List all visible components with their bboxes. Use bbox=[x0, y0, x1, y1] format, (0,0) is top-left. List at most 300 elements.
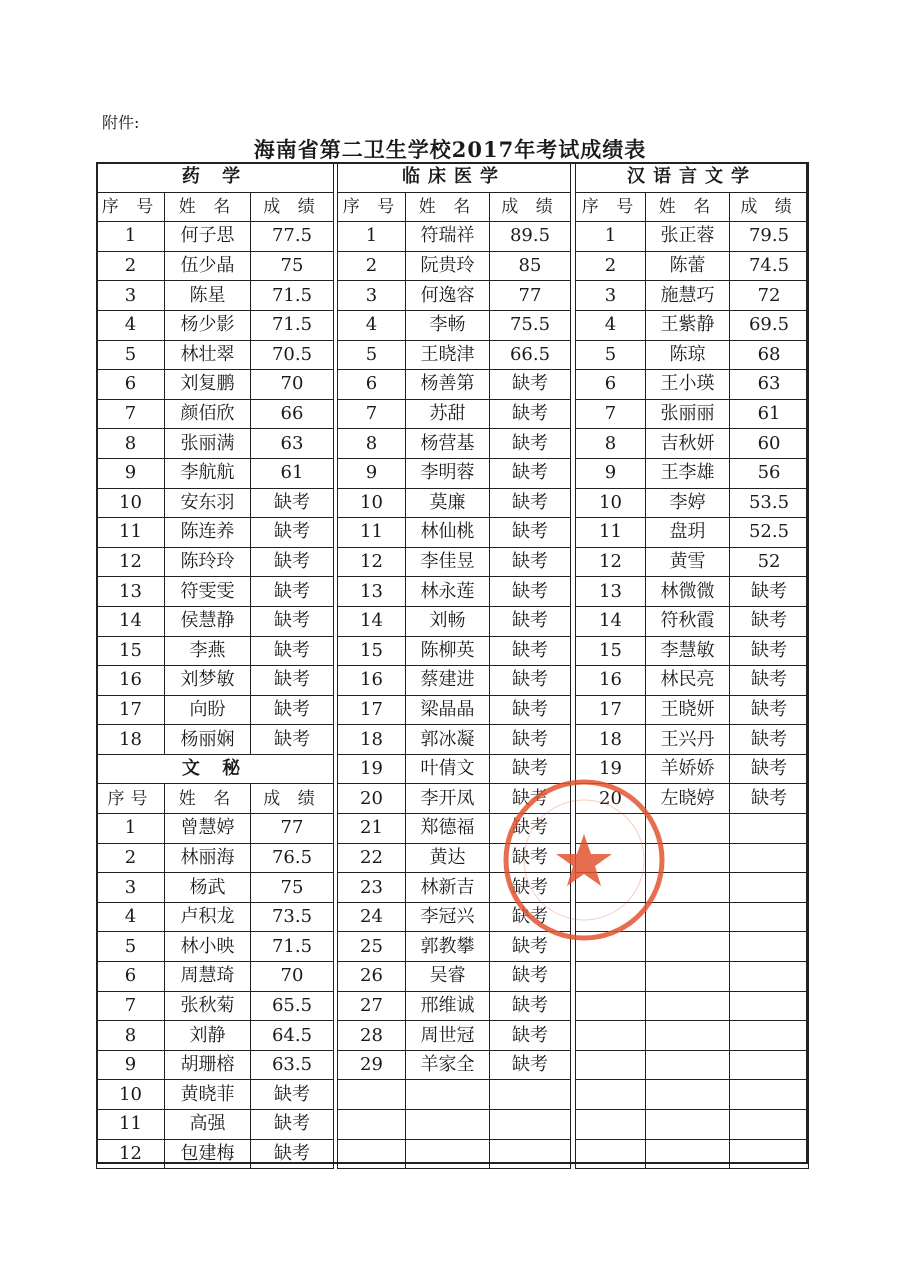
row-name: 莫廉 bbox=[406, 488, 490, 518]
row-seq: 24 bbox=[338, 902, 406, 932]
empty-cell bbox=[338, 1139, 406, 1169]
row-seq: 7 bbox=[97, 991, 165, 1021]
table-row bbox=[97, 281, 334, 311]
row-name: 王小瑛 bbox=[646, 370, 730, 400]
row-seq: 28 bbox=[338, 1021, 406, 1051]
empty-cell bbox=[576, 991, 646, 1021]
attachment-label: 附件: bbox=[102, 113, 140, 132]
table-row bbox=[338, 310, 571, 340]
empty-row bbox=[576, 1050, 809, 1080]
row-seq: 17 bbox=[576, 695, 646, 725]
row-score: 缺考 bbox=[490, 458, 571, 488]
row-seq: 11 bbox=[97, 518, 165, 548]
row-score: 缺考 bbox=[490, 399, 571, 429]
row-name: 伍少晶 bbox=[165, 251, 251, 281]
section-title-row bbox=[97, 754, 334, 784]
row-score: 缺考 bbox=[490, 991, 571, 1021]
table-row bbox=[338, 281, 571, 311]
empty-cell bbox=[576, 962, 646, 992]
empty-row bbox=[576, 1110, 809, 1140]
row-name: 李明蓉 bbox=[406, 458, 490, 488]
row-score: 缺考 bbox=[251, 606, 334, 636]
table-row bbox=[576, 251, 809, 281]
row-score: 66 bbox=[251, 399, 334, 429]
row-seq: 10 bbox=[576, 488, 646, 518]
row-name: 林壮翠 bbox=[165, 340, 251, 370]
row-name: 王紫静 bbox=[646, 310, 730, 340]
table-row bbox=[97, 1110, 334, 1140]
row-name: 林新吉 bbox=[406, 873, 490, 903]
table-row bbox=[97, 873, 334, 903]
row-name: 侯慧静 bbox=[165, 606, 251, 636]
table-row bbox=[576, 518, 809, 548]
clinical-medicine-table bbox=[337, 162, 571, 1169]
row-name: 张正蓉 bbox=[646, 222, 730, 252]
table-row bbox=[97, 340, 334, 370]
row-score: 缺考 bbox=[490, 754, 571, 784]
row-score: 72 bbox=[730, 281, 809, 311]
row-score: 53.5 bbox=[730, 488, 809, 518]
row-seq: 12 bbox=[576, 547, 646, 577]
section-title: 汉语言文学 bbox=[576, 163, 809, 193]
table-row bbox=[576, 695, 809, 725]
row-name: 卢积龙 bbox=[165, 902, 251, 932]
row-seq: 4 bbox=[97, 310, 165, 340]
table-row bbox=[97, 991, 334, 1021]
empty-cell bbox=[490, 1110, 571, 1140]
row-name: 符秋霞 bbox=[646, 606, 730, 636]
table-row bbox=[576, 666, 809, 696]
row-score: 缺考 bbox=[730, 784, 809, 814]
row-name: 林永莲 bbox=[406, 577, 490, 607]
row-score: 缺考 bbox=[490, 606, 571, 636]
table-row bbox=[97, 370, 334, 400]
row-score: 缺考 bbox=[251, 695, 334, 725]
row-seq: 12 bbox=[338, 547, 406, 577]
row-score: 缺考 bbox=[730, 695, 809, 725]
table-row bbox=[576, 399, 809, 429]
row-score: 76.5 bbox=[251, 843, 334, 873]
table-row bbox=[97, 725, 334, 755]
row-name: 向盼 bbox=[165, 695, 251, 725]
empty-cell bbox=[730, 843, 809, 873]
row-seq: 18 bbox=[338, 725, 406, 755]
table-row bbox=[97, 458, 334, 488]
row-seq: 20 bbox=[338, 784, 406, 814]
empty-cell bbox=[730, 1021, 809, 1051]
row-name: 李佳昱 bbox=[406, 547, 490, 577]
row-seq: 14 bbox=[97, 606, 165, 636]
row-name: 施慧巧 bbox=[646, 281, 730, 311]
row-name: 羊娇娇 bbox=[646, 754, 730, 784]
row-score: 缺考 bbox=[490, 518, 571, 548]
row-score: 缺考 bbox=[490, 962, 571, 992]
row-score: 缺考 bbox=[490, 577, 571, 607]
row-seq: 3 bbox=[576, 281, 646, 311]
row-score: 缺考 bbox=[490, 370, 571, 400]
row-score: 缺考 bbox=[251, 1139, 334, 1169]
row-seq: 3 bbox=[97, 281, 165, 311]
row-name: 王李雄 bbox=[646, 458, 730, 488]
row-name: 陈柳英 bbox=[406, 636, 490, 666]
row-seq: 1 bbox=[97, 814, 165, 844]
row-name: 陈连养 bbox=[165, 518, 251, 548]
chinese-literature-table bbox=[575, 162, 809, 1169]
empty-cell bbox=[576, 1110, 646, 1140]
row-seq: 12 bbox=[97, 1139, 165, 1169]
empty-cell bbox=[490, 1139, 571, 1169]
row-score: 缺考 bbox=[490, 636, 571, 666]
table-row bbox=[576, 547, 809, 577]
row-score: 缺考 bbox=[490, 814, 571, 844]
row-score: 56 bbox=[730, 458, 809, 488]
table-row bbox=[576, 458, 809, 488]
row-score: 缺考 bbox=[730, 636, 809, 666]
table-row bbox=[338, 518, 571, 548]
row-seq: 18 bbox=[576, 725, 646, 755]
table-row bbox=[338, 429, 571, 459]
row-seq: 10 bbox=[97, 1080, 165, 1110]
row-seq: 14 bbox=[576, 606, 646, 636]
header-score: 成 绩 bbox=[730, 192, 809, 222]
empty-row bbox=[338, 1080, 571, 1110]
empty-cell bbox=[406, 1080, 490, 1110]
row-name: 林小映 bbox=[165, 932, 251, 962]
row-score: 缺考 bbox=[490, 932, 571, 962]
column-header-row bbox=[576, 192, 809, 222]
row-name: 左晓婷 bbox=[646, 784, 730, 814]
header-score: 成 绩 bbox=[490, 192, 571, 222]
empty-cell bbox=[646, 1110, 730, 1140]
table-row bbox=[338, 577, 571, 607]
empty-cell bbox=[646, 1050, 730, 1080]
empty-cell bbox=[406, 1110, 490, 1140]
row-name: 符瑞祥 bbox=[406, 222, 490, 252]
empty-cell bbox=[646, 1080, 730, 1110]
row-name: 黄达 bbox=[406, 843, 490, 873]
section-title: 药 学 bbox=[97, 163, 334, 193]
row-seq: 18 bbox=[97, 725, 165, 755]
empty-cell bbox=[646, 991, 730, 1021]
row-name: 李畅 bbox=[406, 310, 490, 340]
row-name: 李燕 bbox=[165, 636, 251, 666]
row-name: 盘玥 bbox=[646, 518, 730, 548]
row-seq: 1 bbox=[576, 222, 646, 252]
row-name: 陈星 bbox=[165, 281, 251, 311]
empty-row bbox=[576, 1021, 809, 1051]
row-name: 刘复鹏 bbox=[165, 370, 251, 400]
row-score: 缺考 bbox=[251, 666, 334, 696]
row-name: 郭教攀 bbox=[406, 932, 490, 962]
section-title: 文 秘 bbox=[97, 754, 334, 784]
row-score: 52.5 bbox=[730, 518, 809, 548]
row-name: 杨武 bbox=[165, 873, 251, 903]
row-score: 75 bbox=[251, 873, 334, 903]
table-row bbox=[338, 666, 571, 696]
row-seq: 9 bbox=[338, 458, 406, 488]
row-score: 缺考 bbox=[251, 725, 334, 755]
row-name: 阮贵玲 bbox=[406, 251, 490, 281]
row-seq: 25 bbox=[338, 932, 406, 962]
empty-cell bbox=[730, 991, 809, 1021]
row-score: 缺考 bbox=[730, 577, 809, 607]
row-seq: 17 bbox=[97, 695, 165, 725]
row-score: 缺考 bbox=[251, 636, 334, 666]
row-name: 刘畅 bbox=[406, 606, 490, 636]
row-seq: 10 bbox=[97, 488, 165, 518]
row-seq: 19 bbox=[338, 754, 406, 784]
row-seq: 15 bbox=[97, 636, 165, 666]
row-name: 陈玲玲 bbox=[165, 547, 251, 577]
row-name: 胡珊榕 bbox=[165, 1050, 251, 1080]
row-score: 缺考 bbox=[251, 1110, 334, 1140]
row-seq: 1 bbox=[338, 222, 406, 252]
table-row bbox=[97, 1080, 334, 1110]
row-score: 缺考 bbox=[490, 547, 571, 577]
row-score: 71.5 bbox=[251, 932, 334, 962]
pharmacy-secretary-table bbox=[96, 162, 334, 1169]
row-seq: 5 bbox=[97, 340, 165, 370]
table-row bbox=[338, 636, 571, 666]
row-seq: 3 bbox=[97, 873, 165, 903]
row-seq: 11 bbox=[338, 518, 406, 548]
row-score: 缺考 bbox=[251, 1080, 334, 1110]
table-row bbox=[576, 429, 809, 459]
row-seq: 27 bbox=[338, 991, 406, 1021]
row-name: 王兴丹 bbox=[646, 725, 730, 755]
row-score: 70 bbox=[251, 962, 334, 992]
row-score: 缺考 bbox=[490, 902, 571, 932]
table-row bbox=[97, 636, 334, 666]
row-name: 郭冰凝 bbox=[406, 725, 490, 755]
row-name: 李冠兴 bbox=[406, 902, 490, 932]
table-row bbox=[576, 606, 809, 636]
empty-cell bbox=[338, 1080, 406, 1110]
row-name: 蔡建进 bbox=[406, 666, 490, 696]
row-seq: 21 bbox=[338, 814, 406, 844]
row-name: 安东羽 bbox=[165, 488, 251, 518]
table-row bbox=[576, 725, 809, 755]
row-name: 林微微 bbox=[646, 577, 730, 607]
table-row bbox=[338, 458, 571, 488]
row-score: 70 bbox=[251, 370, 334, 400]
row-name: 吉秋妍 bbox=[646, 429, 730, 459]
row-seq: 14 bbox=[338, 606, 406, 636]
row-name: 王晓津 bbox=[406, 340, 490, 370]
column-header-row bbox=[338, 192, 571, 222]
table-row bbox=[338, 606, 571, 636]
table-row bbox=[97, 577, 334, 607]
row-seq: 16 bbox=[338, 666, 406, 696]
empty-cell bbox=[730, 962, 809, 992]
header-seq: 序 号 bbox=[338, 192, 406, 222]
table-row bbox=[576, 340, 809, 370]
empty-cell bbox=[730, 1050, 809, 1080]
header-name: 姓 名 bbox=[165, 192, 251, 222]
row-seq: 2 bbox=[97, 843, 165, 873]
row-score: 66.5 bbox=[490, 340, 571, 370]
row-score: 缺考 bbox=[490, 695, 571, 725]
row-score: 缺考 bbox=[251, 488, 334, 518]
row-name: 陈琼 bbox=[646, 340, 730, 370]
empty-cell bbox=[576, 1050, 646, 1080]
table-row bbox=[338, 991, 571, 1021]
table-row bbox=[97, 962, 334, 992]
row-seq: 2 bbox=[338, 251, 406, 281]
table-row bbox=[97, 251, 334, 281]
row-score: 缺考 bbox=[490, 429, 571, 459]
row-seq: 4 bbox=[97, 902, 165, 932]
table-row bbox=[97, 902, 334, 932]
row-score: 缺考 bbox=[490, 666, 571, 696]
empty-cell bbox=[576, 1021, 646, 1051]
row-seq: 5 bbox=[576, 340, 646, 370]
empty-cell bbox=[730, 1110, 809, 1140]
empty-cell bbox=[576, 1139, 646, 1169]
row-name: 杨丽娴 bbox=[165, 725, 251, 755]
row-seq: 26 bbox=[338, 962, 406, 992]
table-row bbox=[576, 222, 809, 252]
row-seq: 12 bbox=[97, 547, 165, 577]
row-seq: 15 bbox=[338, 636, 406, 666]
row-seq: 6 bbox=[97, 962, 165, 992]
row-seq: 6 bbox=[338, 370, 406, 400]
table-row bbox=[338, 725, 571, 755]
row-score: 缺考 bbox=[251, 577, 334, 607]
row-name: 林仙桃 bbox=[406, 518, 490, 548]
row-name: 杨营基 bbox=[406, 429, 490, 459]
row-score: 71.5 bbox=[251, 281, 334, 311]
empty-cell bbox=[730, 902, 809, 932]
row-seq: 4 bbox=[576, 310, 646, 340]
row-score: 缺考 bbox=[490, 784, 571, 814]
row-score: 缺考 bbox=[490, 1050, 571, 1080]
row-name: 曾慧婷 bbox=[165, 814, 251, 844]
table-row bbox=[97, 399, 334, 429]
empty-row bbox=[576, 1080, 809, 1110]
column-header-row bbox=[97, 192, 334, 222]
row-seq: 23 bbox=[338, 873, 406, 903]
row-seq: 9 bbox=[576, 458, 646, 488]
row-name: 周慧琦 bbox=[165, 962, 251, 992]
row-score: 74.5 bbox=[730, 251, 809, 281]
table-row bbox=[338, 399, 571, 429]
row-seq: 9 bbox=[97, 458, 165, 488]
table-row bbox=[97, 310, 334, 340]
empty-cell bbox=[730, 932, 809, 962]
row-name: 李慧敏 bbox=[646, 636, 730, 666]
table-row bbox=[576, 281, 809, 311]
row-score: 缺考 bbox=[490, 488, 571, 518]
row-name: 黄雪 bbox=[646, 547, 730, 577]
row-score: 63.5 bbox=[251, 1050, 334, 1080]
row-seq: 11 bbox=[97, 1110, 165, 1140]
row-name: 李航航 bbox=[165, 458, 251, 488]
header-seq: 序 号 bbox=[576, 192, 646, 222]
row-score: 61 bbox=[251, 458, 334, 488]
table-row bbox=[338, 1021, 571, 1051]
column-header-row bbox=[97, 784, 334, 814]
row-seq: 8 bbox=[576, 429, 646, 459]
table-row bbox=[338, 962, 571, 992]
header-score: 成 绩 bbox=[251, 784, 334, 814]
row-seq: 8 bbox=[97, 1021, 165, 1051]
row-name: 李开凤 bbox=[406, 784, 490, 814]
table-row bbox=[338, 547, 571, 577]
row-score: 61 bbox=[730, 399, 809, 429]
row-score: 79.5 bbox=[730, 222, 809, 252]
row-name: 周世冠 bbox=[406, 1021, 490, 1051]
row-score: 71.5 bbox=[251, 310, 334, 340]
table-row bbox=[338, 1050, 571, 1080]
page-title: 海南省第二卫生学校2017年考试成绩表 bbox=[253, 137, 647, 162]
row-name: 邢维诚 bbox=[406, 991, 490, 1021]
table-row bbox=[338, 370, 571, 400]
table-row bbox=[97, 666, 334, 696]
table-row bbox=[97, 606, 334, 636]
table-row bbox=[338, 488, 571, 518]
table-row bbox=[338, 222, 571, 252]
empty-cell bbox=[646, 1021, 730, 1051]
row-name: 林丽海 bbox=[165, 843, 251, 873]
row-seq: 7 bbox=[576, 399, 646, 429]
row-seq: 16 bbox=[97, 666, 165, 696]
row-seq: 6 bbox=[576, 370, 646, 400]
row-score: 69.5 bbox=[730, 310, 809, 340]
empty-cell bbox=[338, 1110, 406, 1140]
row-name: 张丽丽 bbox=[646, 399, 730, 429]
row-name: 包建梅 bbox=[165, 1139, 251, 1169]
empty-cell bbox=[730, 1139, 809, 1169]
table-row bbox=[97, 429, 334, 459]
row-name: 张丽满 bbox=[165, 429, 251, 459]
empty-cell bbox=[406, 1139, 490, 1169]
table-row bbox=[97, 1050, 334, 1080]
row-seq: 13 bbox=[338, 577, 406, 607]
row-seq: 7 bbox=[97, 399, 165, 429]
table-row bbox=[97, 518, 334, 548]
section-title: 临床医学 bbox=[338, 163, 571, 193]
row-name: 苏甜 bbox=[406, 399, 490, 429]
table-row bbox=[97, 932, 334, 962]
row-seq: 1 bbox=[97, 222, 165, 252]
row-name: 陈蕾 bbox=[646, 251, 730, 281]
row-score: 缺考 bbox=[730, 606, 809, 636]
row-seq: 2 bbox=[576, 251, 646, 281]
table-row bbox=[576, 636, 809, 666]
table-row bbox=[97, 547, 334, 577]
header-name: 姓 名 bbox=[406, 192, 490, 222]
row-score: 缺考 bbox=[490, 843, 571, 873]
row-score: 75.5 bbox=[490, 310, 571, 340]
row-score: 73.5 bbox=[251, 902, 334, 932]
table-row bbox=[97, 695, 334, 725]
empty-cell bbox=[646, 1139, 730, 1169]
table-row bbox=[576, 488, 809, 518]
table-row bbox=[338, 695, 571, 725]
row-seq: 29 bbox=[338, 1050, 406, 1080]
header-seq: 序 号 bbox=[97, 192, 165, 222]
row-seq: 11 bbox=[576, 518, 646, 548]
table-row bbox=[338, 340, 571, 370]
row-seq: 8 bbox=[338, 429, 406, 459]
row-name: 王晓妍 bbox=[646, 695, 730, 725]
row-score: 77 bbox=[251, 814, 334, 844]
row-name: 林民亮 bbox=[646, 666, 730, 696]
empty-cell bbox=[490, 1080, 571, 1110]
table-row bbox=[97, 222, 334, 252]
row-seq: 17 bbox=[338, 695, 406, 725]
